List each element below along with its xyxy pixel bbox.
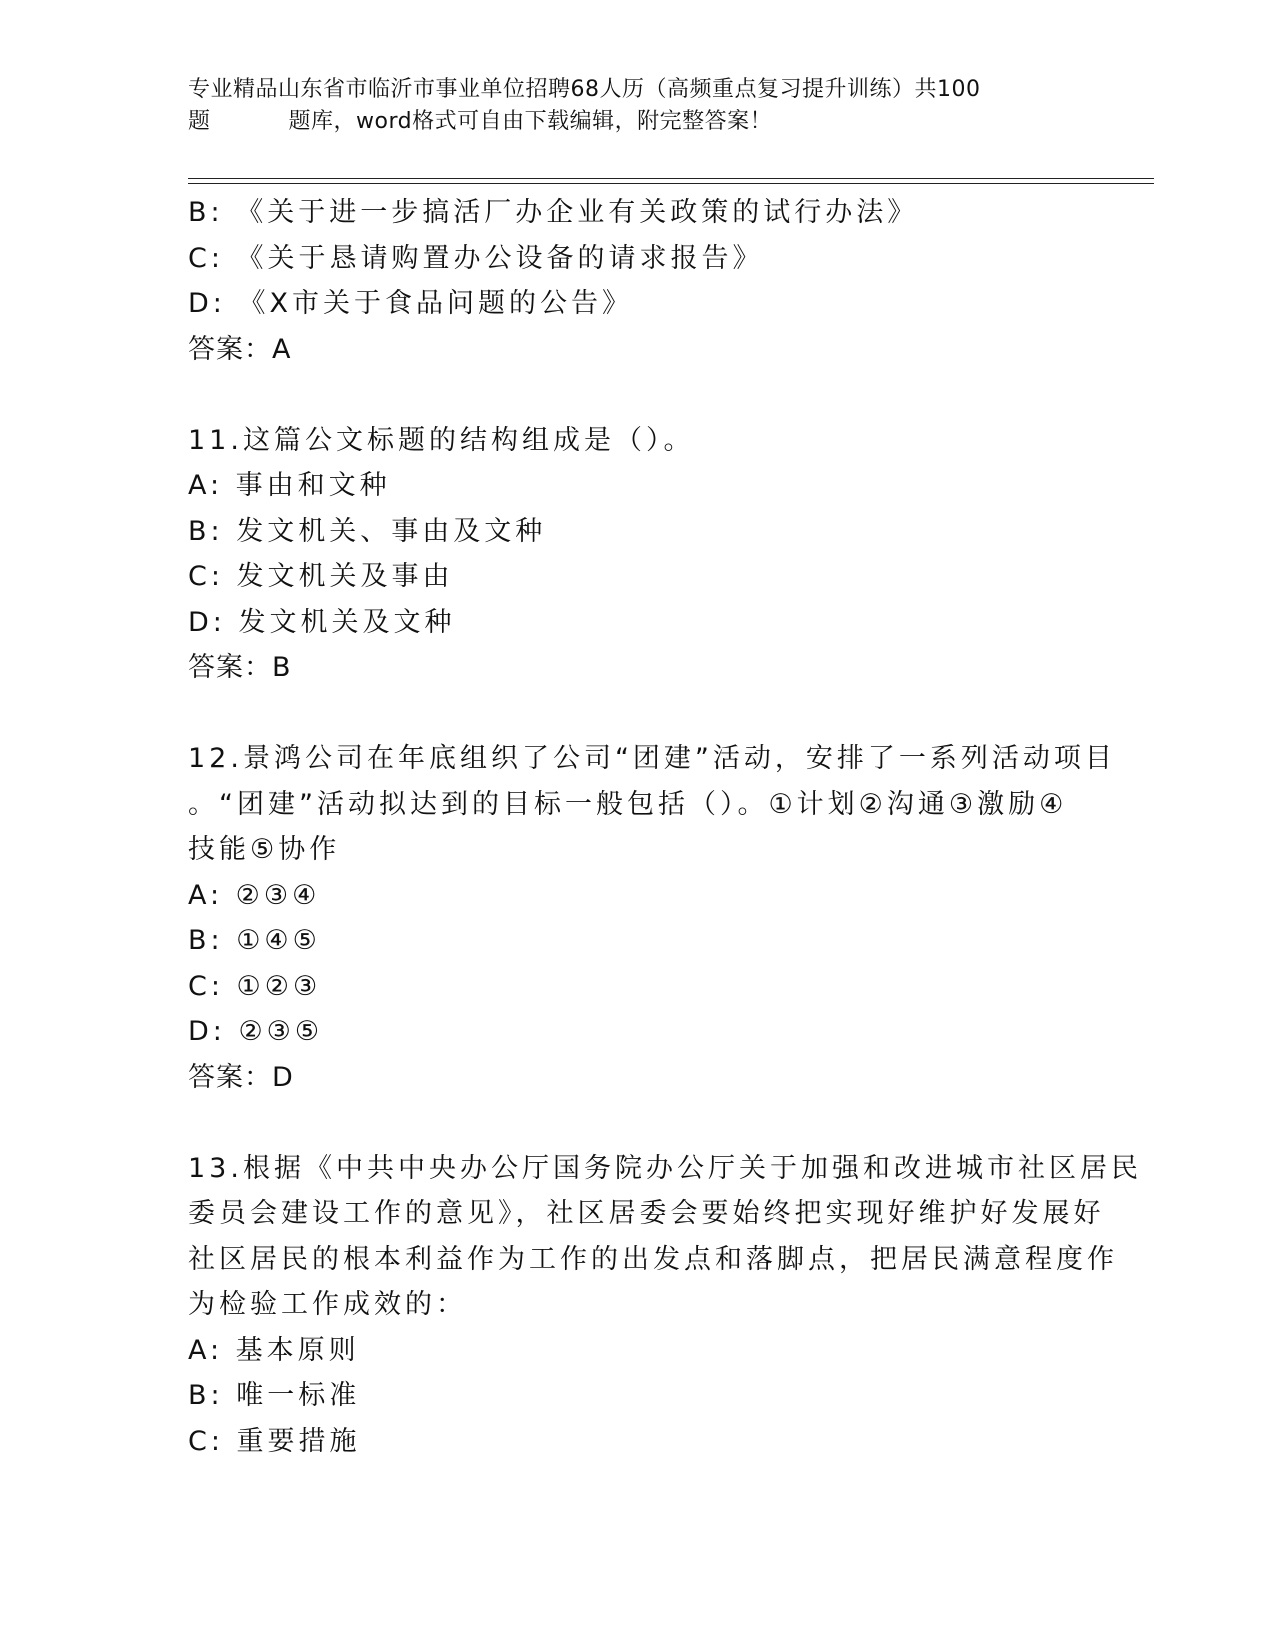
header-title-line1: 专业精品山东省市临沂市事业单位招聘68人历（高频重点复习提升训练）共100 xyxy=(188,77,981,102)
option-d: D: 发文机关及文种 xyxy=(188,606,456,638)
answer-line: 答案：A xyxy=(188,333,292,365)
option-c: C: 发文机关及事由 xyxy=(188,561,454,592)
option-d: D: 《X市关于食品问题的公告》 xyxy=(188,288,633,319)
question-stem: 11.这篇公文标题的结构组成是（）。 xyxy=(188,424,695,456)
answer-line: 答案：D xyxy=(188,1061,294,1093)
question-stem-line: 社区居民的根本利益作为工作的出发点和落脚点，把居民满意程度作 xyxy=(188,1243,1118,1275)
question-stem-line: 12.景鸿公司在年底组织了公司“团建”活动，安排了一系列活动项目 xyxy=(188,743,1116,774)
header-divider-top xyxy=(188,178,1154,179)
question-stem-line: 为检验工作成效的： xyxy=(188,1289,467,1320)
question-12 xyxy=(188,736,1116,1100)
header-title-line2 xyxy=(188,106,1068,138)
question-content xyxy=(188,190,1142,1464)
option-c: C: ①②③ xyxy=(188,970,322,1002)
option-d: D: ②③⑤ xyxy=(188,1016,324,1047)
header-title-line2-start: 题 xyxy=(188,109,211,134)
option-c: C: 《关于恳请购置办公设备的请求报告》 xyxy=(188,242,764,274)
header-divider-bottom xyxy=(188,183,1154,184)
option-a: A: 事由和文种 xyxy=(188,470,391,501)
option-b: B: 唯一标准 xyxy=(188,1380,361,1411)
option-b: B: 发文机关、事由及文种 xyxy=(188,515,547,547)
option-b: B: ①④⑤ xyxy=(188,925,321,956)
document-header xyxy=(188,74,1068,138)
option-a: A: ②③④ xyxy=(188,879,321,911)
header-title-line2-rest: 题库，word格式可自由下载编辑，附完整答案！ xyxy=(288,109,773,134)
question-stem-line: 技能⑤协作 xyxy=(188,834,341,865)
question-13 xyxy=(188,1146,1142,1465)
option-a: A: 基本原则 xyxy=(188,1334,360,1366)
question-stem-line: 13.根据《中共中央办公厅国务院办公厅关于加强和改进城市社区居民 xyxy=(188,1152,1142,1184)
question-11 xyxy=(188,418,1088,691)
question-stem-line: 。“团建”活动拟达到的目标一般包括（）。①计划②沟通③激励④ xyxy=(188,788,1068,820)
question-stem-line: 委员会建设工作的意见》，社区居委会要始终把实现好维护好发展好 xyxy=(188,1198,1105,1229)
question-10-tail xyxy=(188,190,1088,372)
option-c: C: 重要措施 xyxy=(188,1425,361,1457)
answer-line: 答案：B xyxy=(188,652,292,683)
option-b: B: 《关于进一步搞活厂办企业有关政策的试行办法》 xyxy=(188,197,919,228)
